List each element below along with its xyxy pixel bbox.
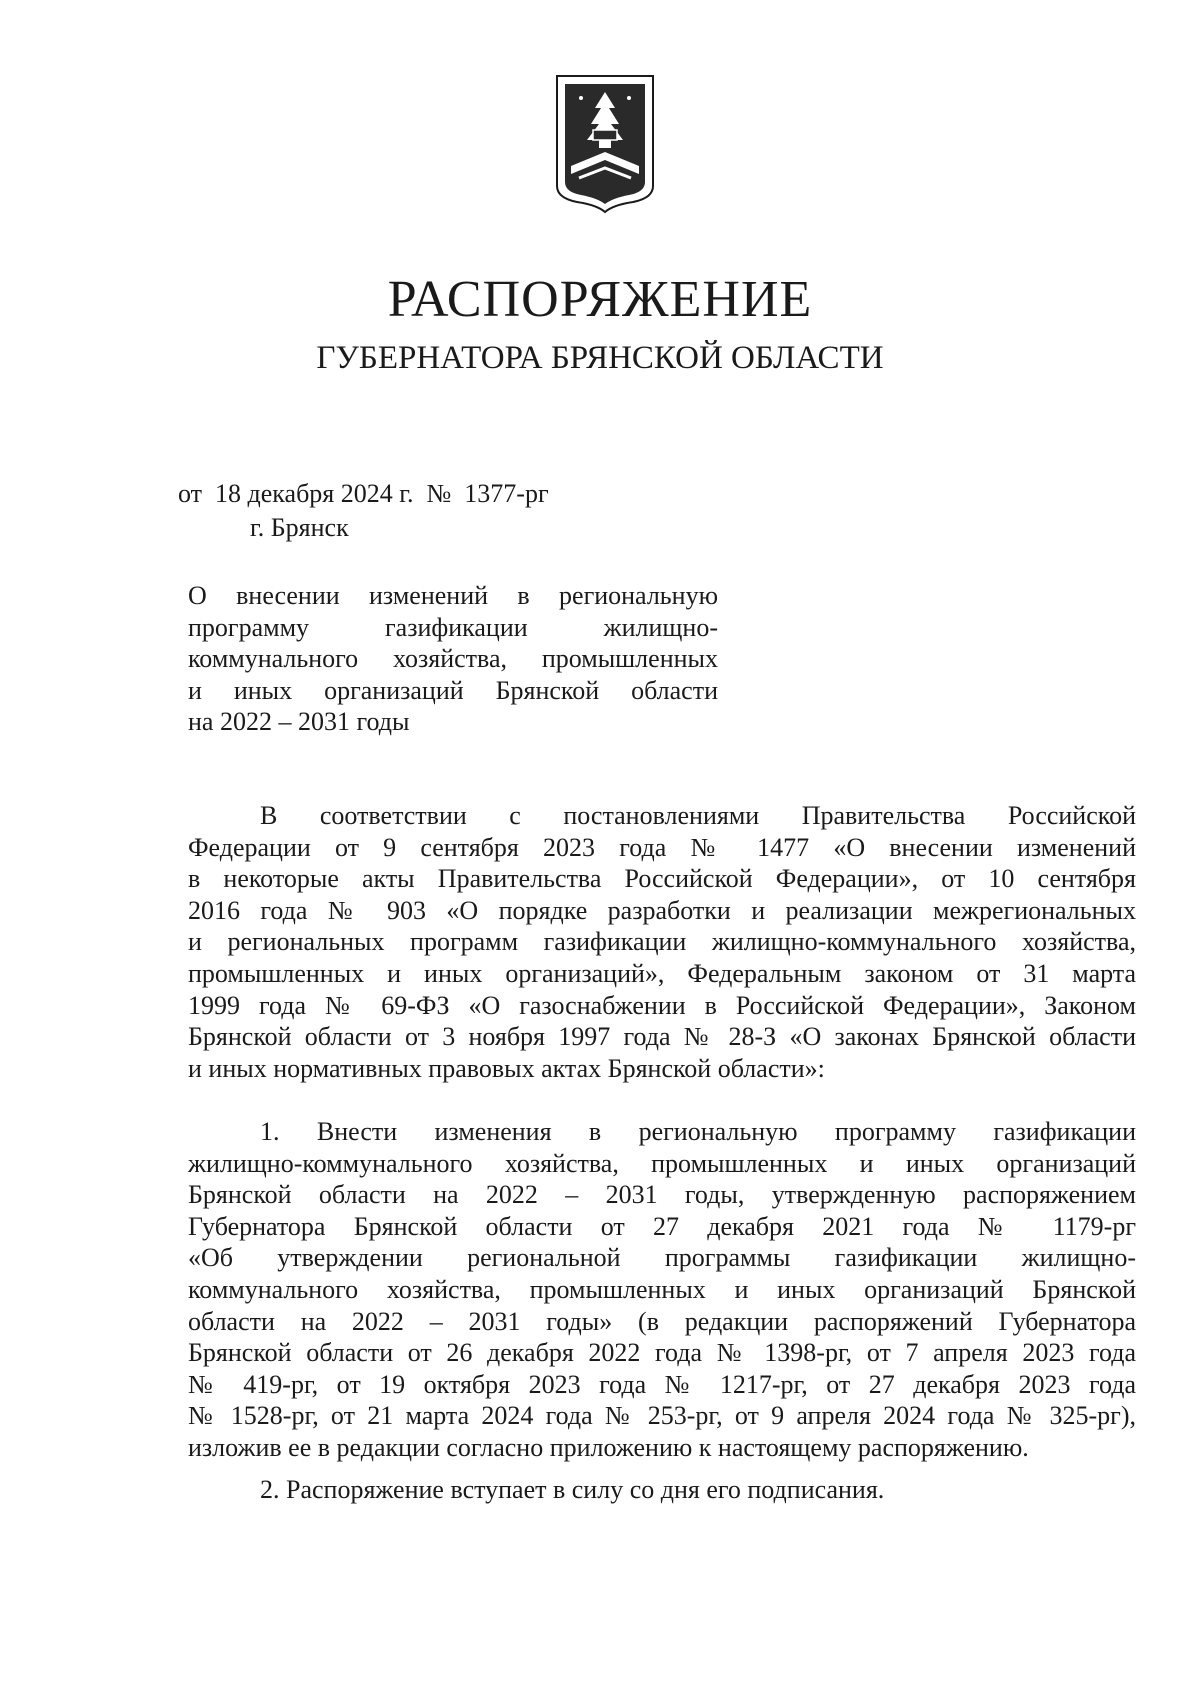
paragraph-spacer	[188, 1084, 1136, 1116]
document-body	[188, 800, 1136, 1463]
document-subtitle: ГУБЕРНАТОРА БРЯНСКОЙ ОБЛАСТИ	[316, 340, 884, 376]
preamble-line: Федерации от 9 сентября 2023 года № 1477 «О внесении изменений	[188, 832, 1136, 862]
preamble-line: 2016 года № 903 «О порядке разработки и реализации межрегиональных	[188, 895, 1136, 925]
preamble-line: в некоторые акты Правительства Российской Федерации», от 10 сентября	[188, 864, 1136, 894]
item1-line: Брянской области от 26 декабря 2022 года № 1398-рг, от 7 апреля 2023 года	[188, 1338, 1136, 1368]
preamble-line: и иных нормативных правовых актах Брянской области»:	[188, 1053, 825, 1083]
preamble-line: 1999 года № 69-ФЗ «О газоснабжении в Российской Федерации», Законом	[188, 990, 1136, 1020]
document-title: РАСПОРЯЖЕНИЕ	[387, 271, 813, 328]
preamble-line: промышленных и иных организаций», Федеральным законом от 31 марта	[188, 958, 1136, 988]
coat-of-arms-icon	[555, 74, 655, 214]
preamble-line: и региональных программ газификации жилищно-коммунального хозяйства,	[188, 927, 1136, 957]
item1-line: Брянской области на 2022 – 2031 годы, утвержденную распоряжением	[188, 1180, 1136, 1210]
item1-line: жилищно-коммунального хозяйства, промышленных и иных организаций	[188, 1148, 1136, 1178]
item1-line: 1. Внести изменения в региональную программу газификации	[260, 1116, 1136, 1146]
document-heading	[188, 580, 718, 738]
item1-line: изложив ее в редакции согласно приложению к настоящему распоряжению.	[188, 1432, 1029, 1462]
heading-line: О внесении изменений в региональную	[188, 581, 718, 610]
preamble-line: Брянской области от 3 ноября 1997 года № 28-З «О законах Брянской области	[188, 1022, 1136, 1052]
item1-line: области на 2022 – 2031 годы» (в редакции распоряжений Губернатора	[188, 1306, 1136, 1336]
document-city: г. Брянск	[250, 513, 349, 542]
item2-paragraph: 2. Распоряжение вступает в силу со дня его подписания.	[260, 1475, 885, 1504]
heading-line: программу газификации жилищно-	[188, 612, 718, 642]
heading-line: коммунального хозяйства, промышленных	[188, 644, 718, 673]
preamble-line: В соответствии с постановлениями Правительства Российской	[260, 801, 1136, 830]
item1-line: «Об утверждении региональной программы газификации жилищно-	[188, 1243, 1136, 1273]
document-date-number: от 18 декабря 2024 г. № 1377-рг	[178, 479, 549, 508]
item1-line: коммунального хозяйства, промышленных и иных организаций Брянской	[188, 1274, 1136, 1304]
item1-line: Губернатора Брянской области от 27 декабря 2021 года № 1179-рг	[188, 1211, 1136, 1241]
item1-line: № 419-рг, от 19 октября 2023 года № 1217-рг, от 27 декабря 2023 года	[188, 1369, 1136, 1399]
heading-line: и иных организаций Брянской области	[188, 675, 718, 705]
heading-line: на 2022 – 2031 годы	[188, 707, 410, 736]
item1-line: № 1528-рг, от 21 марта 2024 года № 253-рг, от 9 апреля 2024 года № 325-рг),	[188, 1401, 1136, 1431]
